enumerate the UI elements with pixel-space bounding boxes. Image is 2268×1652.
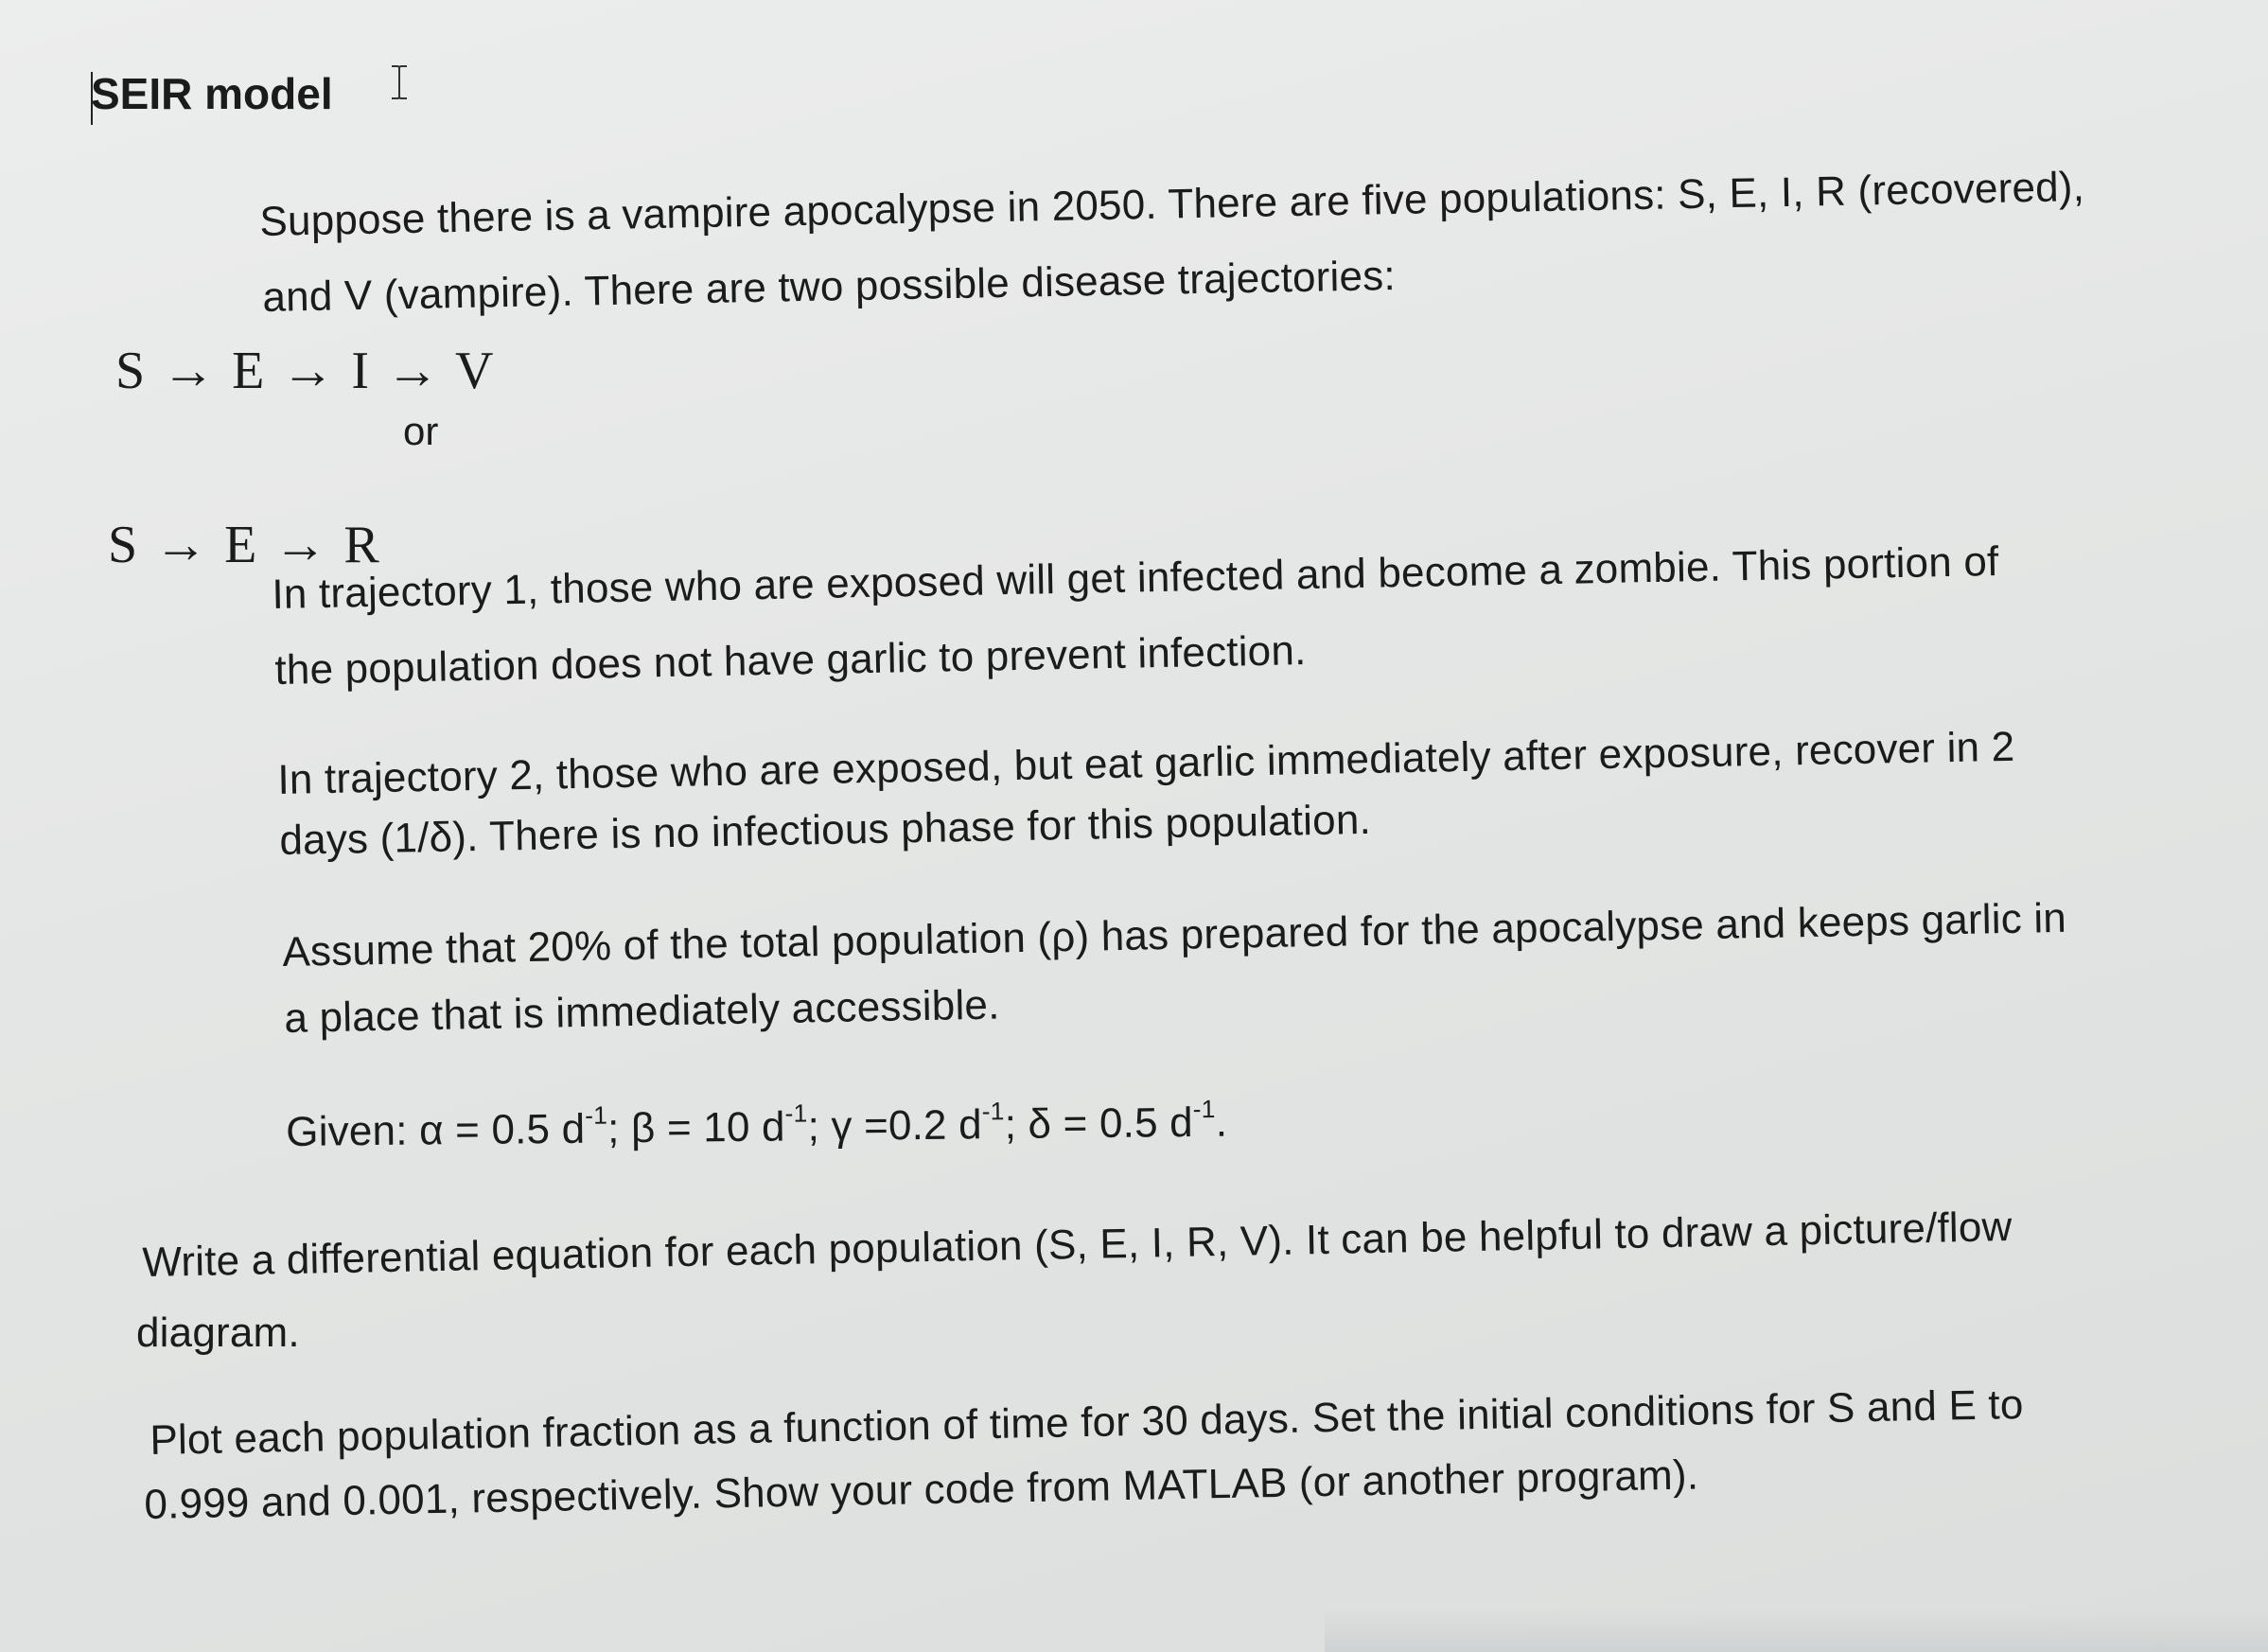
trajectory-2-flow[interactable]: S → E → R xyxy=(108,516,381,574)
beta-exponent: -1 xyxy=(784,1098,808,1128)
alpha-exponent: -1 xyxy=(584,1100,608,1130)
or-label[interactable]: or xyxy=(403,409,439,453)
trajectory-1-line-2[interactable]: the population does not have garlic to prevent infection. xyxy=(274,627,1307,694)
given-alpha: Given: α = 0.5 d xyxy=(286,1105,586,1155)
given-delta: ; δ = 0.5 d xyxy=(1004,1098,1194,1149)
trajectory-1-line-1[interactable]: In trajectory 1, those who are exposed will get infected and become a zombie. This portion of xyxy=(272,537,1999,618)
trajectory-2-line-1[interactable]: In trajectory 2, those who are exposed, but eat garlic immediately after exposure, recover in 2 xyxy=(277,723,2015,803)
question-1-line-2[interactable]: diagram. xyxy=(136,1309,300,1356)
ibeam-cursor-icon xyxy=(388,64,411,100)
question-1-line-1[interactable]: Write a differential equation for each population (S, E, I, R, V). It can be helpful to draw a picture/flow xyxy=(142,1204,2013,1286)
given-beta: ; β = 10 d xyxy=(607,1103,785,1152)
assumption-line-1[interactable]: Assume that 20% of the total population (ρ) has prepared for the apocalypse and keeps garlic in xyxy=(282,894,2067,975)
question-2-line-2[interactable]: 0.999 and 0.001, respectively. Show your code from MATLAB (or another program). xyxy=(144,1451,1699,1528)
delta-exponent: -1 xyxy=(1192,1094,1216,1124)
document-title[interactable]: SEIR model xyxy=(91,69,333,118)
trajectory-2-line-2[interactable]: days (1/δ). There is no infectious phase for this population. xyxy=(279,796,1372,864)
paper-edge-shadow xyxy=(1325,1608,2268,1652)
given-parameters[interactable] xyxy=(286,1094,1228,1156)
given-gamma: ; γ =0.2 d xyxy=(807,1101,983,1151)
gamma-exponent: -1 xyxy=(981,1097,1005,1126)
given-end: . xyxy=(1215,1098,1228,1146)
question-2-line-1[interactable]: Plot each population fraction as a function of time for 30 days. Set the initial conditions for S and E to xyxy=(149,1380,2024,1464)
intro-line-1[interactable]: Suppose there is a vampire apocalypse in 2050. There are five populations: S, E, I, R (recovered), xyxy=(259,163,2085,245)
assumption-line-2[interactable]: a place that is immediately accessible. xyxy=(284,981,1000,1042)
trajectory-1-flow[interactable]: S → E → I → V xyxy=(115,342,496,400)
intro-line-2[interactable]: and V (vampire). There are two possible disease trajectories: xyxy=(262,253,1397,321)
